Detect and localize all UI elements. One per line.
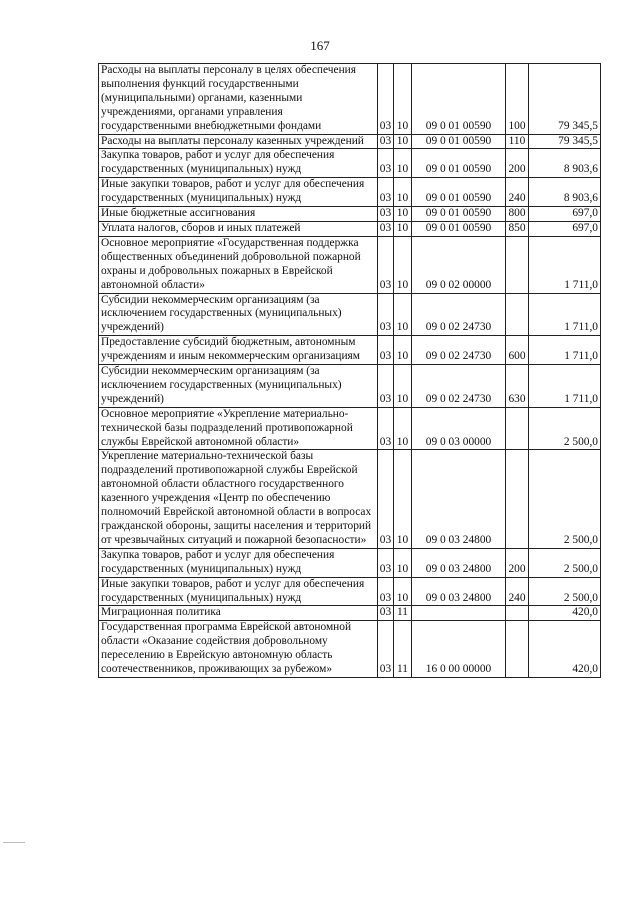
expense-type-cell [506,293,529,336]
amount-cell: 2 500,0 [529,548,601,577]
expense-type-cell: 600 [506,336,529,365]
expense-name-cell: Государственная программа Еврейской автономной области «Оказание содействия добровольному переселению в Еврейскую автономную область соотечественников, проживающих за рубежом» [99,621,378,678]
target-article-cell: 09 0 02 24730 [412,365,506,408]
expense-name-cell: Субсидии некоммерческим организациям (за исключением государственных (муниципальных) учреждений) [99,293,378,336]
podrazdel-code-cell: 10 [394,134,412,149]
expense-name-cell: Закупка товаров, работ и услуг для обеспечения государственных (муниципальных) нужд [99,149,378,178]
razdel-code-cell: 03 [378,450,394,548]
expense-type-cell: 240 [506,577,529,606]
razdel-code-cell: 03 [378,236,394,293]
podrazdel-code-cell: 11 [394,606,412,621]
razdel-code-cell: 03 [378,407,394,450]
razdel-code-cell: 03 [378,606,394,621]
table-row [99,365,601,408]
podrazdel-code-cell: 10 [394,64,412,135]
target-article-cell: 09 0 03 24800 [412,450,506,548]
expense-name-cell: Иные закупки товаров, работ и услуг для обеспечения государственных (муниципальных) нужд [99,178,378,207]
razdel-code-cell: 03 [378,548,394,577]
target-article-cell: 09 0 03 00000 [412,407,506,450]
target-article-cell: 09 0 01 00590 [412,221,506,236]
podrazdel-code-cell: 11 [394,621,412,678]
amount-cell: 2 500,0 [529,450,601,548]
amount-cell: 2 500,0 [529,577,601,606]
podrazdel-code-cell: 10 [394,149,412,178]
budget-table-body [99,64,601,678]
expense-name-cell: Основное мероприятие «Государственная поддержка общественных объединений добровольной пожарной охраны и добровольных пожарных в Еврейской автономной области» [99,236,378,293]
expense-name-cell: Укрепление материально-технической базы подразделений противопожарной службы Еврейской автономной области областного государственного казенного учреждения «Центр по обеспечению полномочий Еврейской автономной области в вопросах гражданской обороны, защиты населения и территорий от чрезвычайных ситуаций и пожарной безопасности» [99,450,378,548]
podrazdel-code-cell: 10 [394,293,412,336]
amount-cell: 697,0 [529,221,601,236]
table-row [99,178,601,207]
table-row [99,221,601,236]
expense-name-cell: Закупка товаров, работ и услуг для обеспечения государственных (муниципальных) нужд [99,548,378,577]
podrazdel-code-cell: 10 [394,365,412,408]
expense-type-cell [506,621,529,678]
target-article-cell: 09 0 01 00590 [412,134,506,149]
amount-cell: 2 500,0 [529,407,601,450]
table-row [99,450,601,548]
amount-cell: 1 711,0 [529,293,601,336]
table-row [99,64,601,135]
amount-cell: 8 903,6 [529,178,601,207]
target-article-cell: 09 0 01 00590 [412,64,506,135]
razdel-code-cell: 03 [378,336,394,365]
table-row [99,577,601,606]
razdel-code-cell: 03 [378,134,394,149]
amount-cell: 1 711,0 [529,236,601,293]
podrazdel-code-cell: 10 [394,336,412,365]
podrazdel-code-cell: 10 [394,207,412,222]
amount-cell: 420,0 [529,621,601,678]
table-row [99,207,601,222]
podrazdel-code-cell: 10 [394,577,412,606]
target-article-cell: 09 0 03 24800 [412,577,506,606]
table-row [99,336,601,365]
expense-type-cell [506,450,529,548]
expense-type-cell: 110 [506,134,529,149]
razdel-code-cell: 03 [378,149,394,178]
target-article-cell [412,606,506,621]
table-row [99,134,601,149]
target-article-cell: 09 0 01 00590 [412,149,506,178]
table-row [99,236,601,293]
expense-name-cell: Иные закупки товаров, работ и услуг для обеспечения государственных (муниципальных) нужд [99,577,378,606]
target-article-cell: 09 0 03 24800 [412,548,506,577]
expense-type-cell: 240 [506,178,529,207]
budget-table [98,63,601,678]
expense-name-cell: Основное мероприятие «Укрепление материально-технической базы подразделений противопожарной службы Еврейской автономной области» [99,407,378,450]
table-row [99,149,601,178]
target-article-cell: 09 0 02 24730 [412,293,506,336]
table-row [99,407,601,450]
page-number: 167 [310,38,330,53]
table-row [99,293,601,336]
expense-type-cell: 200 [506,548,529,577]
razdel-code-cell: 03 [378,178,394,207]
expense-name-cell: Субсидии некоммерческим организациям (за исключением государственных (муниципальных) учреждений) [99,365,378,408]
expense-type-cell: 630 [506,365,529,408]
expense-type-cell [506,407,529,450]
expense-type-cell: 200 [506,149,529,178]
expense-type-cell [506,606,529,621]
amount-cell: 1 711,0 [529,365,601,408]
target-article-cell: 09 0 02 24730 [412,336,506,365]
expense-name-cell: Иные бюджетные ассигнования [99,207,378,222]
table-row [99,621,601,678]
target-article-cell: 09 0 02 00000 [412,236,506,293]
podrazdel-code-cell: 10 [394,450,412,548]
table-row [99,606,601,621]
amount-cell: 420,0 [529,606,601,621]
table-row [99,548,601,577]
target-article-cell: 09 0 01 00590 [412,207,506,222]
razdel-code-cell: 03 [378,207,394,222]
razdel-code-cell: 03 [378,293,394,336]
target-article-cell: 09 0 01 00590 [412,178,506,207]
scan-margin-mark [3,842,25,843]
podrazdel-code-cell: 10 [394,407,412,450]
expense-name-cell: Миграционная политика [99,606,378,621]
expense-name-cell: Уплата налогов, сборов и иных платежей [99,221,378,236]
razdel-code-cell: 03 [378,221,394,236]
expense-name-cell: Расходы на выплаты персоналу в целях обеспечения выполнения функций государственными (муниципальными) органами, казенными учреждениями, органами управления государственными внебюджетными фондами [99,64,378,135]
podrazdel-code-cell: 10 [394,221,412,236]
podrazdel-code-cell: 10 [394,178,412,207]
amount-cell: 697,0 [529,207,601,222]
expense-type-cell: 800 [506,207,529,222]
amount-cell: 8 903,6 [529,149,601,178]
expense-type-cell: 100 [506,64,529,135]
razdel-code-cell: 03 [378,621,394,678]
expense-type-cell [506,236,529,293]
target-article-cell: 16 0 00 00000 [412,621,506,678]
razdel-code-cell: 03 [378,365,394,408]
razdel-code-cell: 03 [378,64,394,135]
podrazdel-code-cell: 10 [394,236,412,293]
expense-type-cell: 850 [506,221,529,236]
expense-name-cell: Расходы на выплаты персоналу казенных учреждений [99,134,378,149]
amount-cell: 79 345,5 [529,134,601,149]
razdel-code-cell: 03 [378,577,394,606]
podrazdel-code-cell: 10 [394,548,412,577]
amount-cell: 79 345,5 [529,64,601,135]
expense-name-cell: Предоставление субсидий бюджетным, автономным учреждениям и иным некоммерческим организациям [99,336,378,365]
amount-cell: 1 711,0 [529,336,601,365]
